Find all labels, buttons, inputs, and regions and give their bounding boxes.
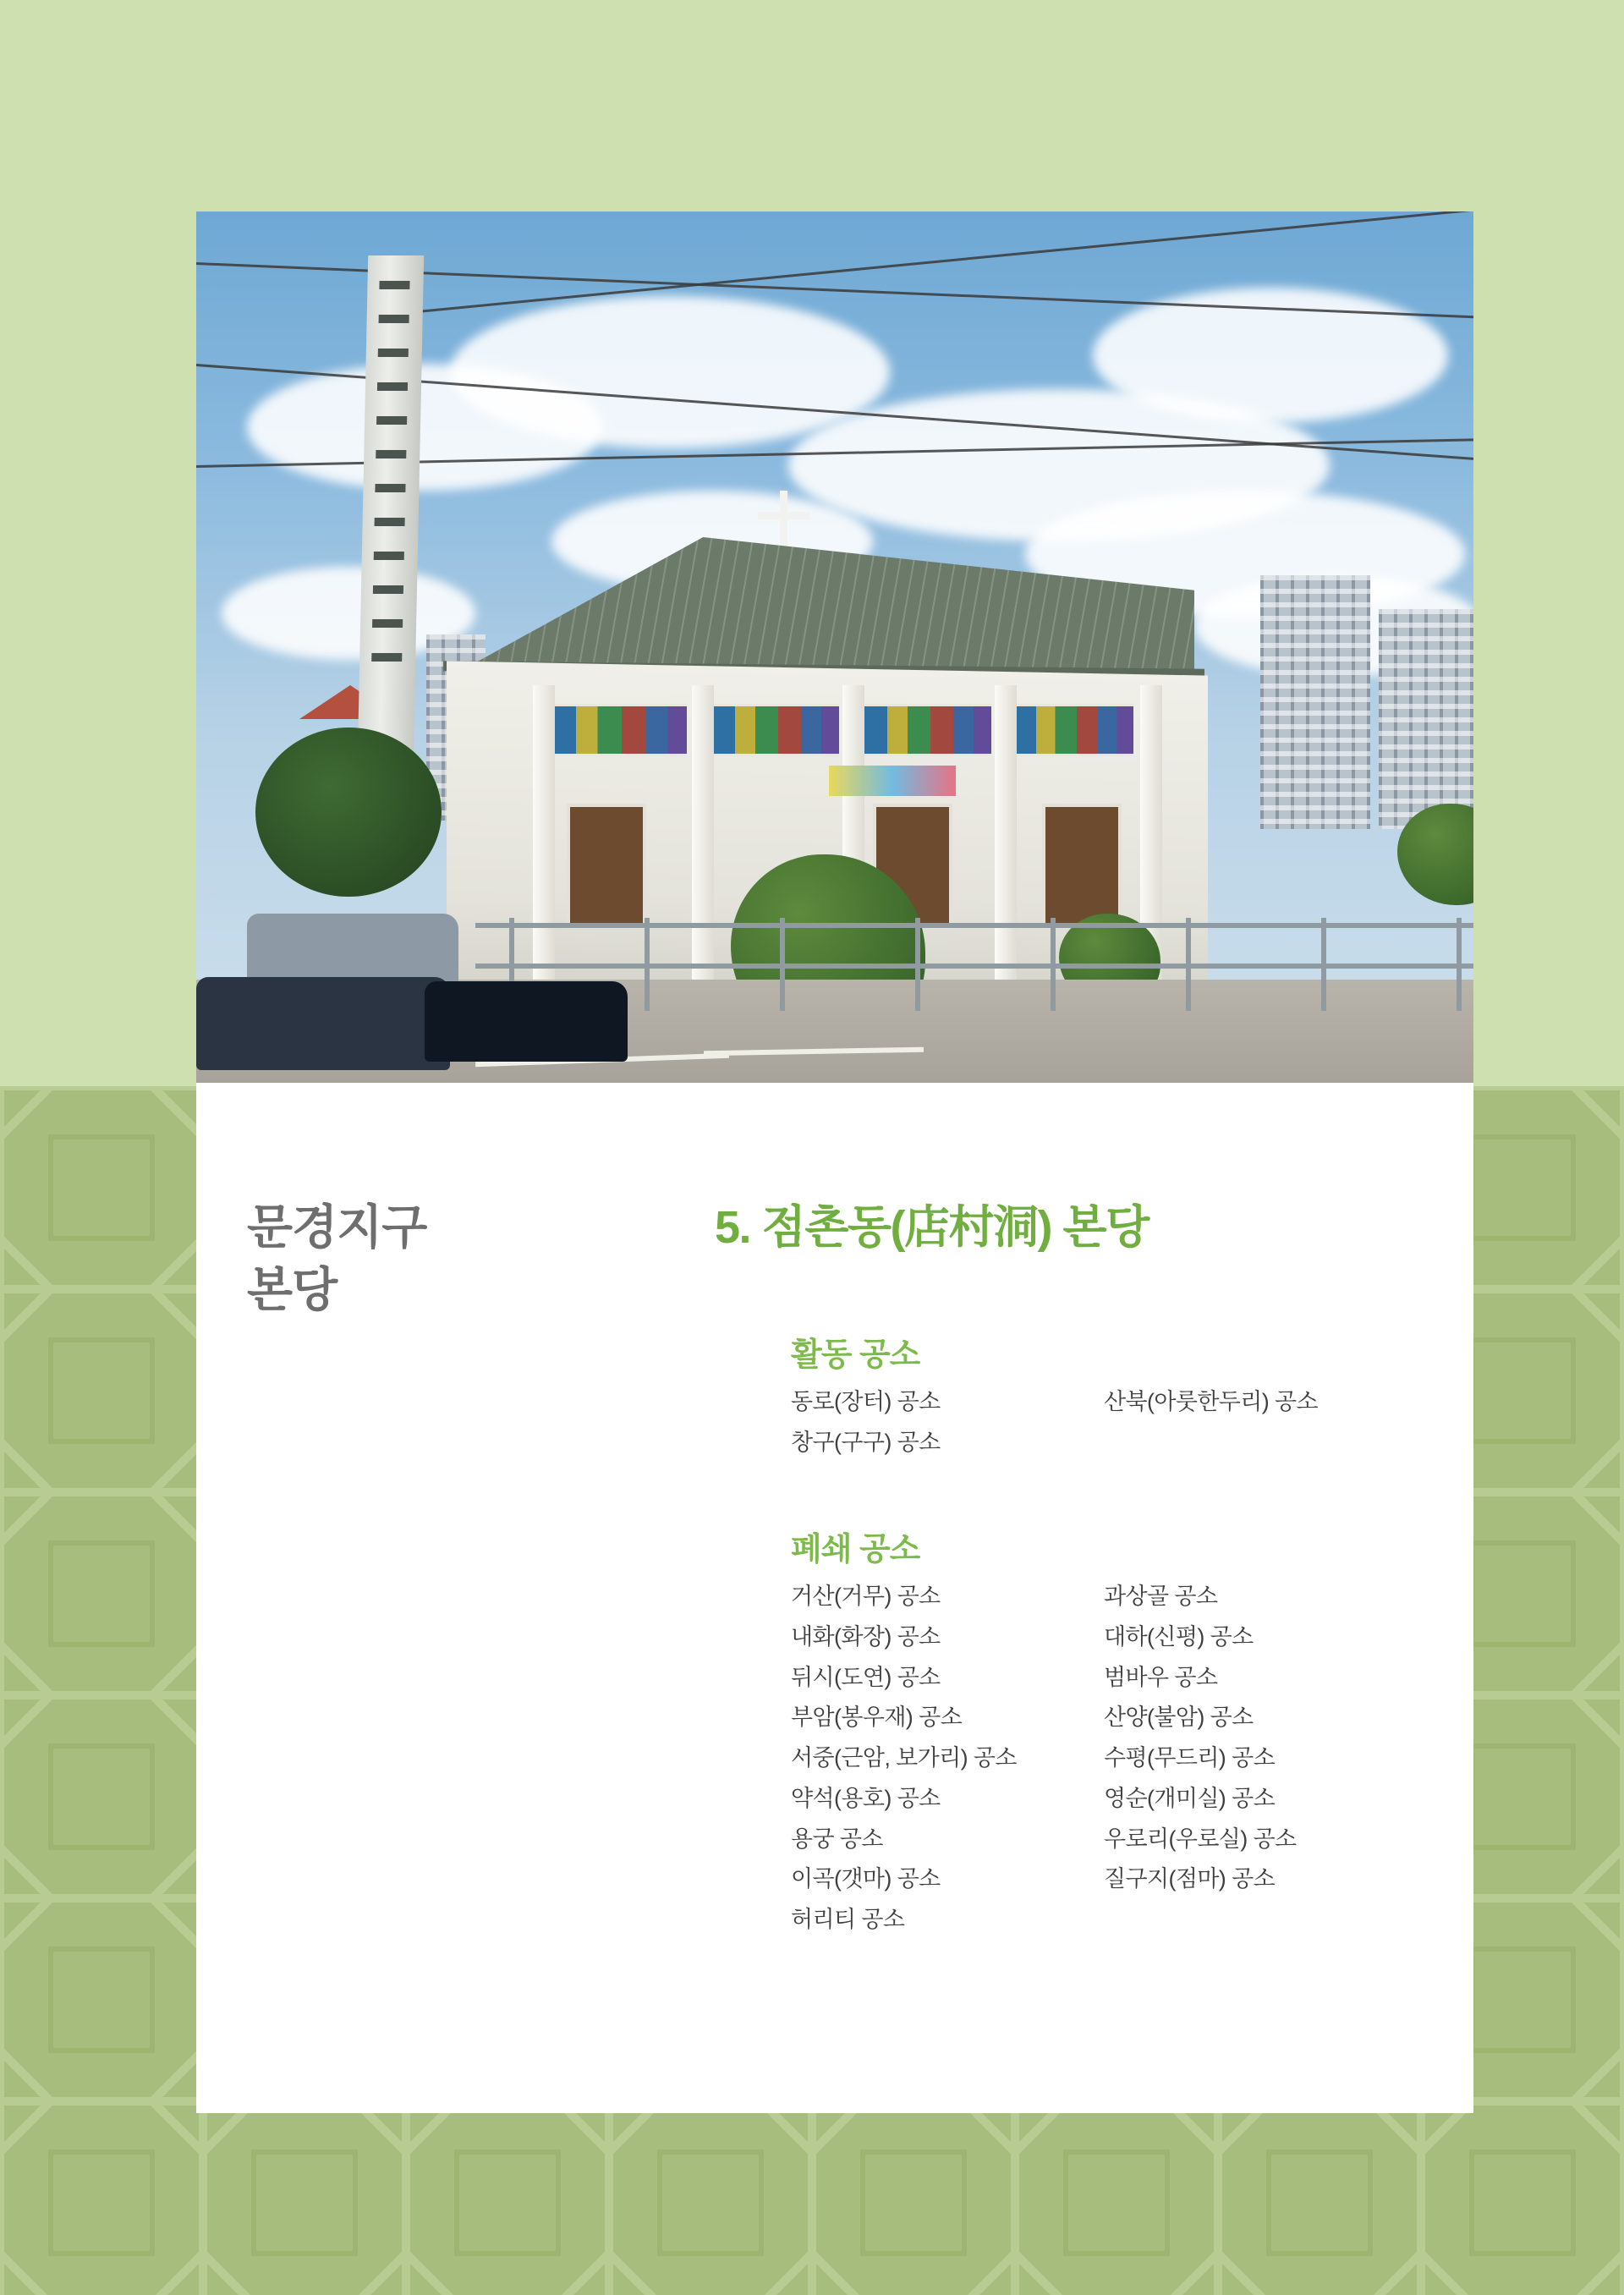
stained-glass-window xyxy=(551,704,687,756)
active-chapel-column-1 xyxy=(791,1388,1070,1458)
section-title-closed: 폐쇄 공소 xyxy=(791,1532,920,1568)
parked-car xyxy=(425,981,628,1062)
stained-glass-window xyxy=(1015,704,1133,756)
list-item: 내화(화장) 공소 xyxy=(791,1623,941,1650)
list-item: 우로리(우로실) 공소 xyxy=(1104,1826,1297,1852)
list-item: 수평(무드리) 공소 xyxy=(1104,1745,1276,1771)
list-item: 이곡(갯마) 공소 xyxy=(791,1866,941,1892)
list-item: 범바우 공소 xyxy=(1104,1664,1218,1690)
church-door xyxy=(1042,804,1122,929)
list-item: 동로(장터) 공소 xyxy=(791,1389,941,1414)
church-door xyxy=(567,804,646,929)
list-item: 대하(신평) 공소 xyxy=(1104,1623,1254,1650)
list-item: 약석(용호) 공소 xyxy=(791,1785,941,1811)
list-item: 서중(근암, 보가리) 공소 xyxy=(791,1745,1017,1771)
list-item: 과상골 공소 xyxy=(1104,1584,1218,1609)
closed-chapel-column-1 xyxy=(791,1583,1070,1935)
list-item: 뒤시(도연) 공소 xyxy=(791,1664,941,1690)
district-label xyxy=(247,1196,551,1322)
closed-chapel-column-2 xyxy=(1104,1583,1297,1935)
list-item: 부암(봉우재) 공소 xyxy=(791,1705,963,1731)
page-title-number: 5. xyxy=(715,1202,751,1253)
tree xyxy=(255,727,442,897)
stained-glass-window xyxy=(712,704,839,756)
cloud xyxy=(450,296,890,448)
church-photo xyxy=(196,211,1473,1083)
list-item: 창구(구구) 공소 xyxy=(791,1429,941,1455)
stained-glass-window xyxy=(864,704,991,756)
section-active-chapels xyxy=(791,1328,1318,1458)
section-closed-chapels xyxy=(791,1523,1297,1935)
list-item: 산양(불암) 공소 xyxy=(1104,1705,1254,1731)
list-item: 용궁 공소 xyxy=(791,1826,883,1852)
list-item: 허리티 공소 xyxy=(791,1907,905,1932)
page-title xyxy=(715,1191,1149,1256)
section-title-active: 활동 공소 xyxy=(791,1337,920,1373)
apartment-building xyxy=(1379,609,1473,829)
entrance-banner xyxy=(829,766,956,796)
list-item: 산북(아룻한두리) 공소 xyxy=(1104,1389,1319,1414)
list-item: 질구지(점마) 공소 xyxy=(1104,1866,1276,1892)
parked-car xyxy=(196,977,450,1070)
list-item: 거산(거무) 공소 xyxy=(791,1584,941,1609)
active-chapel-grid xyxy=(791,1388,1318,1458)
closed-chapel-grid xyxy=(791,1583,1297,1935)
list-item: 영순(개미실) 공소 xyxy=(1104,1785,1276,1811)
active-chapel-column-2 xyxy=(1104,1388,1318,1458)
page-title-name: 점촌동(店村洞) 본당 xyxy=(761,1202,1149,1253)
district-line-2: 본당 xyxy=(247,1263,337,1317)
apartment-building xyxy=(1260,575,1370,829)
district-line-1: 문경지구 xyxy=(247,1200,427,1254)
cross-icon xyxy=(758,512,810,519)
cross-icon xyxy=(780,491,787,552)
